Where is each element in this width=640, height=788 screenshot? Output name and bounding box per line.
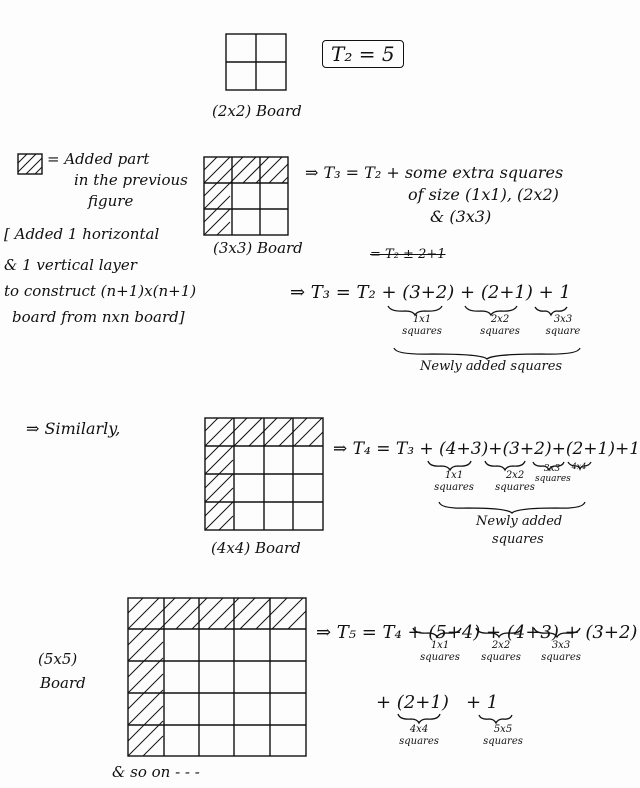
board-2x2-grid: [225, 33, 287, 91]
board-5x5-grid: [127, 597, 307, 757]
t3-label-3x3: 3x3 square: [545, 314, 581, 337]
t4-label-2x2: 2x2 squares: [495, 470, 535, 493]
t3-formula: ⇒ T₃ = T₂ + (3+2) + (2+1) + 1: [290, 282, 571, 303]
board-4x4-grid: [204, 417, 324, 531]
t3-label-1x1: 1x1 squares: [402, 314, 442, 337]
t3-newly-brace: [392, 346, 582, 360]
t3-statement-line-1: ⇒ T₃ = T₂ + some extra squares: [305, 163, 564, 182]
legend-line-2: in the previous: [74, 171, 188, 189]
t5-formula-continued: + (2+1) + 1: [376, 692, 499, 713]
t3-statement-line-2: of size (1x1), (2x2): [408, 185, 559, 204]
t3-statement-line-3: & (3x3): [430, 207, 492, 226]
t5-label-3x3: 3x3 squares: [541, 640, 581, 663]
similarly-text: ⇒ Similarly,: [26, 419, 121, 438]
t5-formula: ⇒ T₅ = T₄ + (5+4) + (4+3) + (3+2): [316, 622, 638, 643]
board-5x5-caption-line-1: (5x5): [38, 650, 78, 668]
t4-label-4x4: 4x4: [571, 462, 587, 471]
t5-label-5x5: 5x5 squares: [483, 724, 523, 747]
t5-braces: [410, 626, 590, 638]
board-3x3-grid: [203, 156, 289, 236]
t4-newly-brace: [437, 500, 587, 514]
t4-label-3x3: 3x3 squares: [535, 464, 571, 485]
note-line-3: to construct (n+1)x(n+1): [4, 282, 197, 300]
note-line-4: board from nxn board]: [12, 308, 185, 326]
legend-line-3: figure: [88, 192, 134, 210]
t5-label-4x4: 4x4 squares: [399, 724, 439, 747]
t4-formula: ⇒ T₄ = T₃ + (4+3)+(3+2)+(2+1)+1: [333, 439, 640, 459]
struck-out-text: = T₂ ± 2+1: [370, 247, 446, 262]
t4-newly-added-line-1: Newly added: [476, 514, 563, 529]
t4-label-1x1: 1x1 squares: [434, 470, 474, 493]
note-line-2: & 1 vertical layer: [4, 256, 137, 274]
and-so-on-text: & so on - - -: [112, 763, 200, 781]
t3-newly-added-label: Newly added squares: [420, 359, 563, 374]
t5-label-2x2: 2x2 squares: [481, 640, 521, 663]
t2-boxed-value: T₂ = 5: [322, 40, 404, 68]
t3-label-2x2: 2x2 squares: [480, 314, 520, 337]
board-5x5-caption-line-2: Board: [40, 674, 86, 692]
board-4x4-caption: (4x4) Board: [211, 539, 301, 557]
board-3x3-caption: (3x3) Board: [213, 239, 303, 257]
note-line-1: [ Added 1 horizontal: [4, 225, 160, 243]
t5-label-1x1: 1x1 squares: [420, 640, 460, 663]
t4-newly-added-line-2: squares: [492, 532, 544, 547]
board-2x2-caption: (2x2) Board: [212, 102, 302, 120]
t5-braces-2: [395, 712, 525, 724]
legend-line-1: = Added part: [47, 150, 150, 168]
legend-hatched-box: [17, 153, 43, 175]
